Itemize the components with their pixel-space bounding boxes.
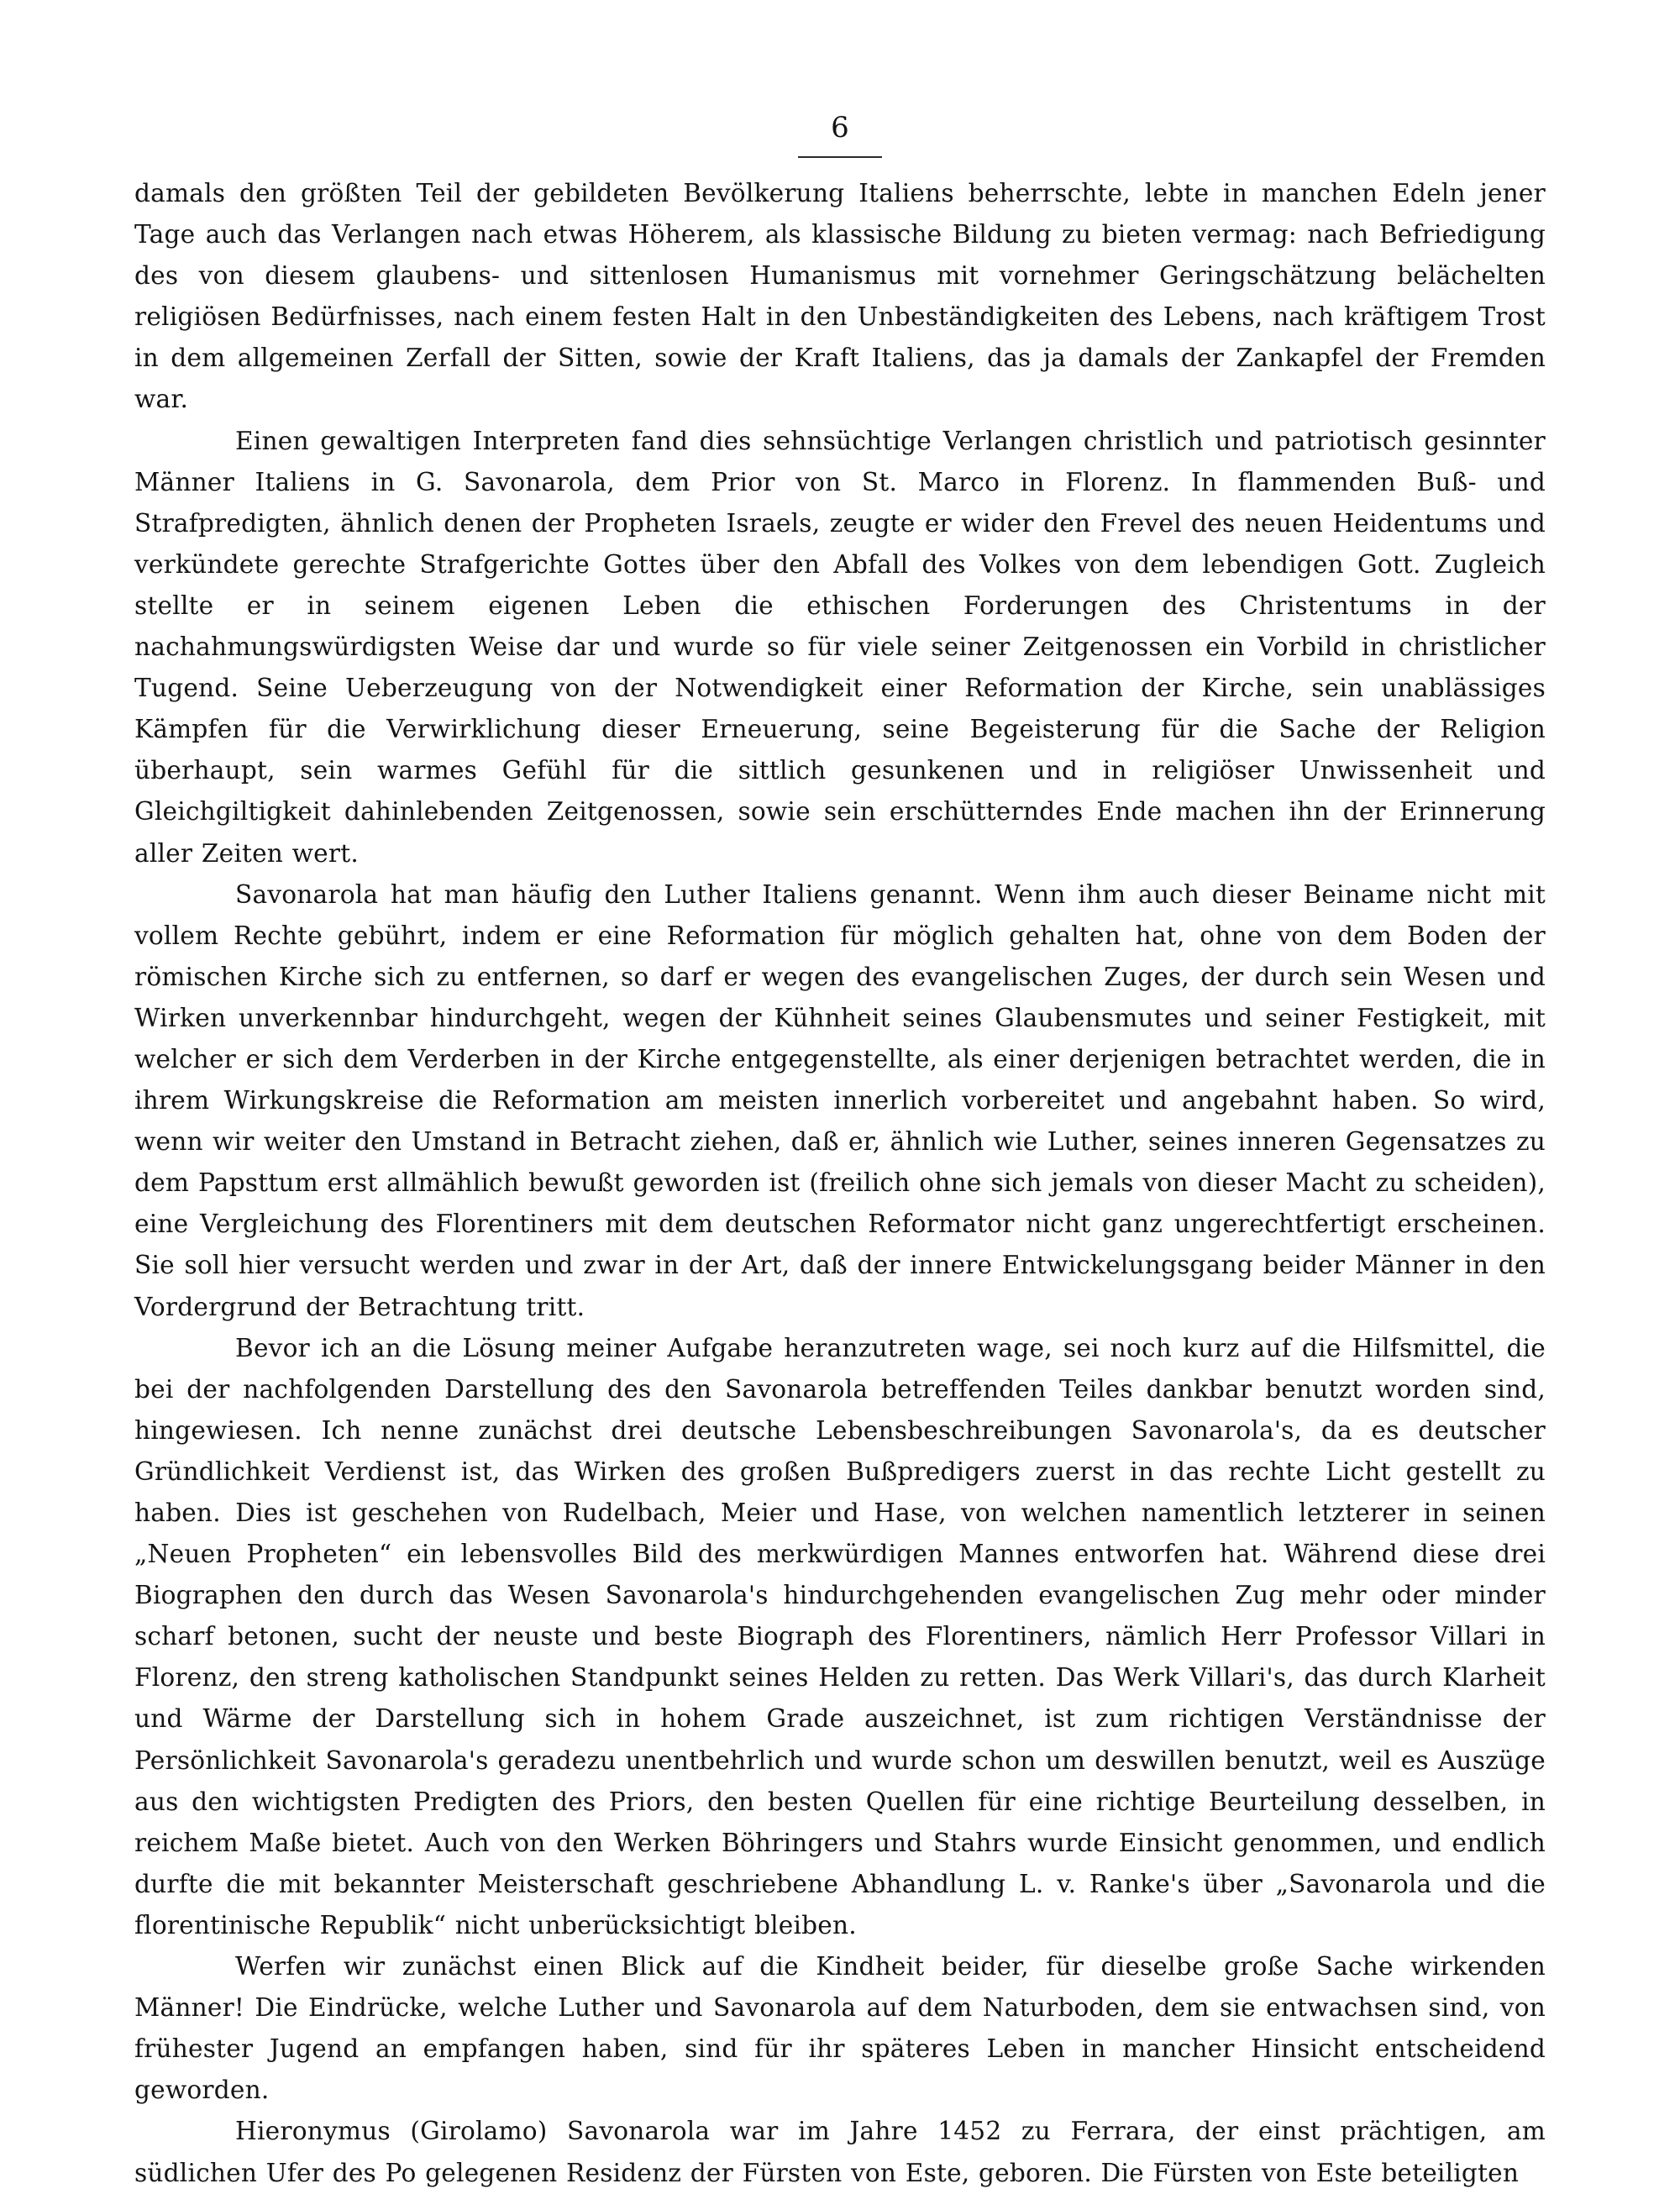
page-header (134, 109, 1546, 173)
paragraph: Werfen wir zunächst einen Blick auf die Kindheit beider, für dieselbe große Sache wirkenden Männer! Die Eindrücke, welche Luther und Savonarola auf dem Naturboden, dem sie entwachsen sind, von frühester Jugend an empfangen haben, sind für ihr späteres Leben in mancher Hinsicht entscheidend geworden. (134, 1952, 1546, 2105)
paragraph: Einen gewaltigen Interpreten fand dies sehnsüchtige Verlangen christlich und patriotisch gesinnter Männer Italiens in G. Savonarola, dem Prior von St. Marco in Florenz. In flammenden Buß- und Strafpredigten, ähnlich denen der Propheten Israels, zeugte er wider den Frevel des neuen Heidentums und verkündete gerechte Strafgerichte Gottes über den Abfall des Volkes von dem lebendigen Gott. Zugleich stellte er in seinem eigenen Leben die ethischen Forderungen des Christentums in der nachahmungswürdigsten Weise dar und wurde so für viele seiner Zeitgenossen ein Vorbild in christlicher Tugend. Seine Ueberzeugung von der Notwendigkeit einer Reformation der Kirche, sein unablässiges Kämpfen für die Verwirklichung dieser Erneuerung, seine Begeisterung für die Sache der Religion überhaupt, sein warmes Gefühl für die sittlich gesunkenen und in religiöser Unwissenheit und Gleichgiltigkeit dahinlebenden Zeitgenossen, sowie sein erschütterndes Ende machen ihn der Erinnerung aller Zeiten wert. (134, 426, 1546, 868)
document-page (134, 109, 1546, 2194)
paragraph: Hieronymus (Girolamo) Savonarola war im Jahre 1452 zu Ferrara, der einst prächtigen, am südlichen Ufer des Po gelegenen Residenz der Fürsten von Este, geboren. Die Fürsten von Este beteiligten (134, 2117, 1546, 2187)
page-number: 6 (831, 111, 849, 144)
paragraph: Savonarola hat man häufig den Luther Italiens genannt. Wenn ihm auch dieser Beiname nicht mit vollem Rechte gebührt, indem er eine Reformation für möglich gehalten hat, ohne von dem Boden der römischen Kirche sich zu entfernen, so darf er wegen des evangelischen Zuges, der durch sein Wesen und Wirken unverkennbar hindurchgeht, wegen der Kühnheit seines Glaubensmutes und seiner Festigkeit, mit welcher er sich dem Verderben in der Kirche entgegenstellte, als einer derjenigen betrachtet werden, die in ihrem Wirkungskreise die Reformation am meisten innerlich vorbereitet und angebahnt haben. So wird, wenn wir weiter den Umstand in Betracht ziehen, daß er, ähnlich wie Luther, seines inneren Gegensatzes zu dem Papsttum erst allmählich bewußt geworden ist (freilich ohne sich jemals von dieser Macht zu scheiden), eine Vergleichung des Florentiners mit dem deutschen Reformator nicht ganz ungerechtfertigt erscheinen. Sie soll hier versucht werden und zwar in der Art, daß der innere Entwickelungsgang beider Männer in den Vordergrund der Betrachtung tritt. (134, 879, 1546, 1321)
body-text (134, 173, 1546, 2194)
header-rule (798, 156, 882, 158)
paragraph: damals den größten Teil der gebildeten Bevölkerung Italiens beherrschte, lebte in manchen Edeln jener Tage auch das Verlangen nach etwas Höherem, als klassische Bildung zu bieten vermag: nach Befriedigung des von diesem glaubens- und sittenlosen Humanismus mit vornehmer Geringschätzung belächelten religiösen Bedürfnisses, nach einem festen Halt in den Unbeständigkeiten des Lebens, nach kräftigem Trost in dem allgemeinen Zerfall der Sitten, sowie der Kraft Italiens, das ja damals der Zankapfel der Fremden war. (134, 179, 1546, 414)
paragraph: Bevor ich an die Lösung meiner Aufgabe heranzutreten wage, sei noch kurz auf die Hilfsmittel, die bei der nachfolgenden Darstellung des den Savonarola betreffenden Teiles dankbar benutzt worden sind, hingewiesen. Ich nenne zunächst drei deutsche Lebensbeschreibungen Savonarola's, da es deutscher Gründlichkeit Verdienst ist, das Wirken des großen Bußpredigers zuerst in das rechte Licht gestellt zu haben. Dies ist geschehen von Rudelbach, Meier und Hase, von welchen namentlich letzterer in seinen „Neuen Propheten“ ein lebensvolles Bild des merkwürdigen Mannes entworfen hat. Während diese drei Biographen den durch das Wesen Savonarola's hindurchgehenden evangelischen Zug mehr oder minder scharf betonen, sucht der neuste und beste Biograph des Florentiners, nämlich Herr Professor Villari in Florenz, den streng katholischen Standpunkt seines Helden zu retten. Das Werk Villari's, das durch Klarheit und Wärme der Darstellung sich in hohem Grade auszeichnet, ist zum richtigen Verständnisse der Persönlichkeit Savonarola's geradezu unentbehrlich und wurde schon um deswillen benutzt, weil es Auszüge aus den wichtigsten Predigten des Priors, den besten Quellen für eine richtige Beurteilung desselben, in reichem Maße bietet. Auch von den Werken Böhringers und Stahrs wurde Einsicht genommen, und endlich durfte die mit bekannter Meisterschaft geschriebene Abhandlung L. v. Ranke's über „Savonarola und die florentinische Republik“ nicht unberücksichtigt bleiben. (134, 1333, 1546, 1939)
